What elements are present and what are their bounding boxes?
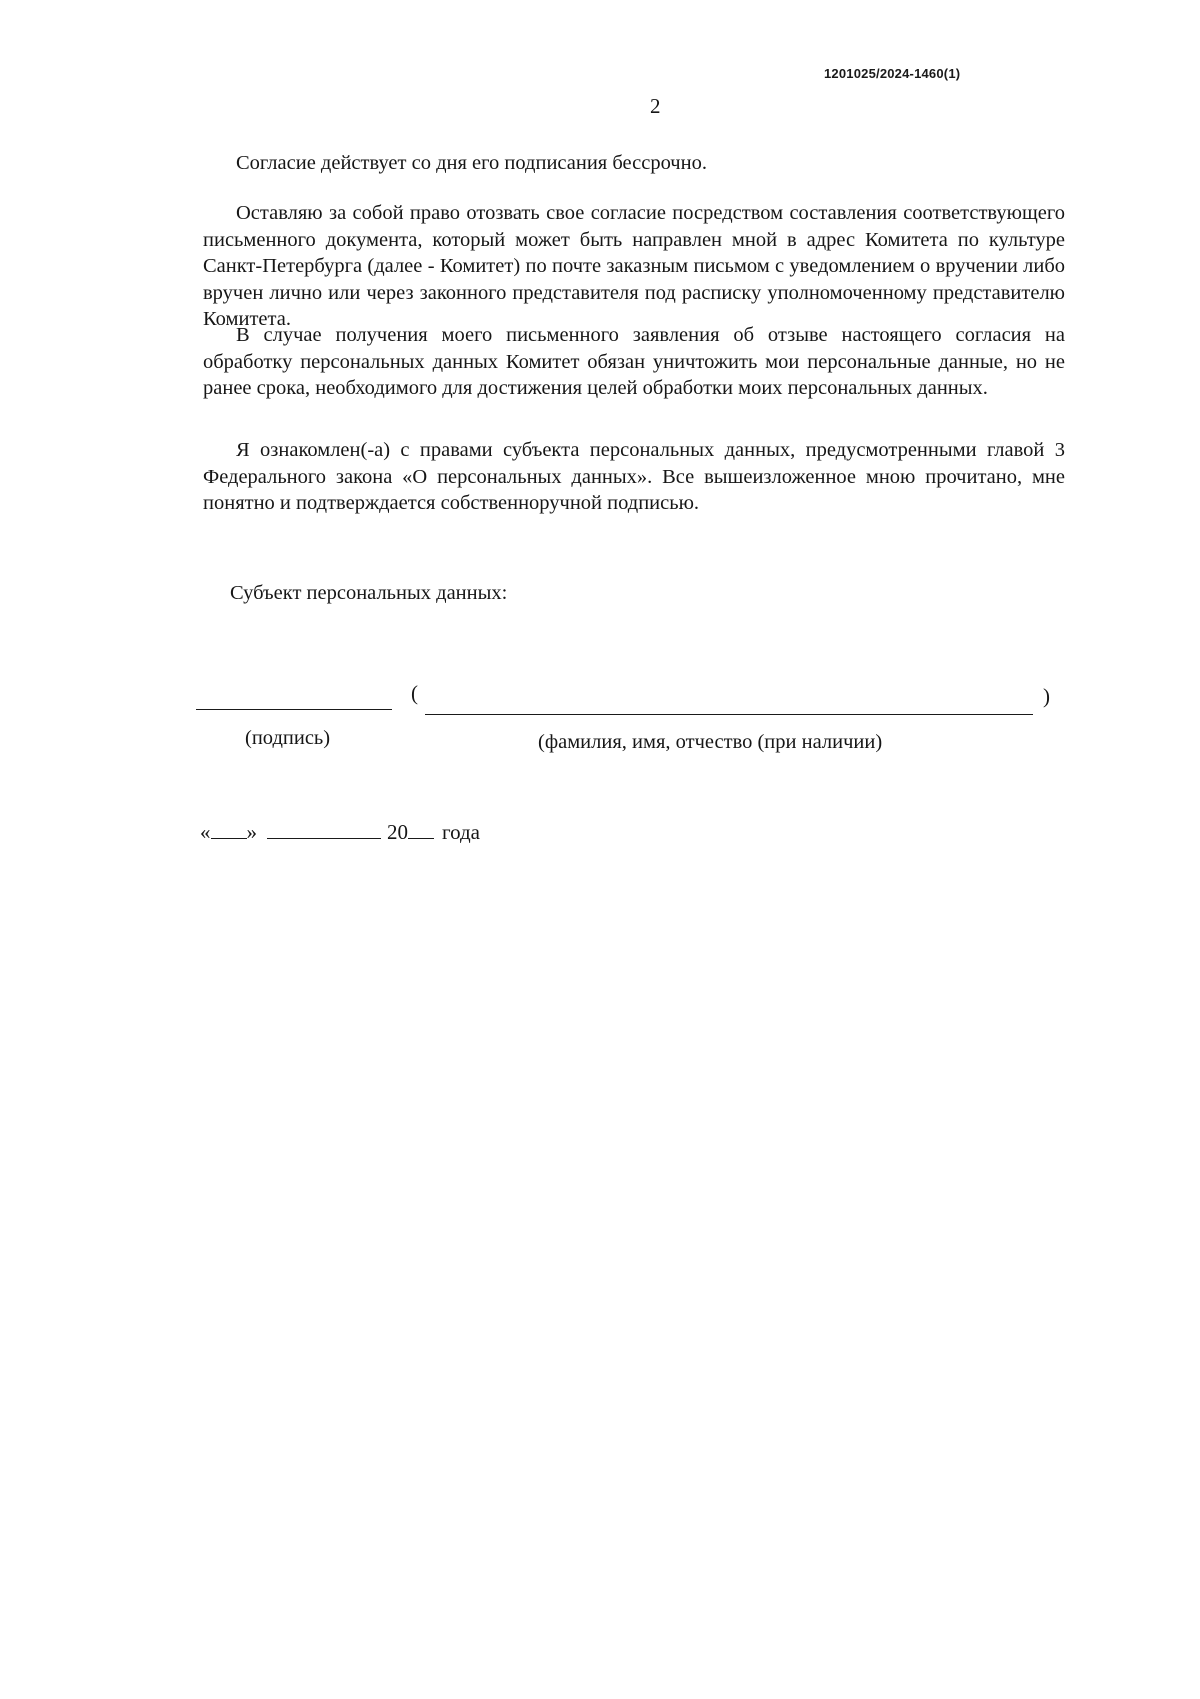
year-blank [408,820,434,839]
date-close-quote: » [246,820,257,844]
signature-caption: (подпись) [245,727,331,749]
day-blank [211,820,247,839]
document-number: 1201025/2024-1460(1) [824,66,961,81]
date-line [200,820,480,845]
paragraph-withdrawal: В случае получения моего письменного заявления об отзыве настоящего согласия на обработку персональных данных Комитет обязан уничтожить мои персональные данные, но не ранее срока, необходимого для достижения целей обработки моих персональных данных. [203,324,1065,399]
date-open-quote: « [200,820,211,844]
full-name-caption: (фамилия, имя, отчество (при наличии) [538,731,883,753]
subject-heading: Субъект персональных данных: [230,582,508,604]
paragraph-acknowledgement: Я ознакомлен(-а) с правами субъекта персональных данных, предусмотренными главой 3 Федерального закона «О персональных данных». Все вышеизложенное мною прочитано, мне понятно и подтверждается собственноручной подписью. [203,439,1065,514]
full-name-line [425,714,1033,715]
paragraph-revocation-right: Оставляю за собой право отозвать свое согласие посредством составления соответствующего письменного документа, который может быть направлен мной в адрес Комитета по культуре Санкт-Петербурга (далее - Комитет) по почте заказным письмом с уведомлением о вручении либо вручен лично или через законного представителя под расписку уполномоченному представителю Комитета. [203,202,1065,330]
paragraph-validity: Согласие действует со дня его подписания бессрочно. [236,152,707,174]
name-close-paren: ) [1043,684,1050,708]
signature-line [196,709,392,710]
year-prefix: 20 [387,820,408,844]
page-number: 2 [650,94,661,118]
name-open-paren: ( [411,681,418,705]
year-suffix: года [442,820,480,844]
month-blank [267,820,381,839]
